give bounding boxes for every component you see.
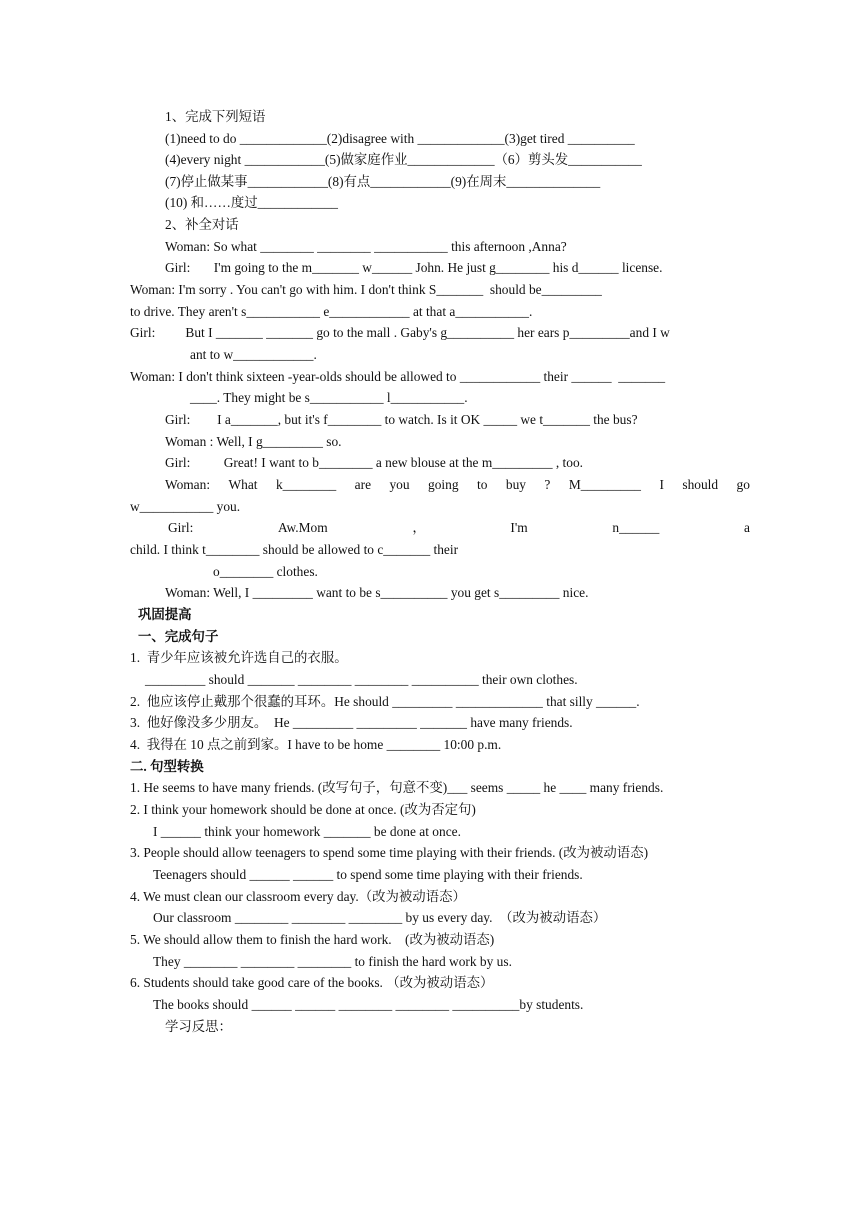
dialogue-line: o________ clothes.	[213, 564, 318, 579]
transform-item: 3. People should allow teenagers to spend some time playing with their friends. (改为被动语态)	[130, 845, 649, 860]
transform-item: 5. We should allow them to finish the hard work. (改为被动语态)	[130, 932, 495, 947]
transform-answer: They ________ ________ ________ to finish the hard work by us.	[153, 954, 512, 969]
subsection-title: 二. 句型转换	[130, 759, 204, 774]
phrase-row: (1)need to do _____________(2)disagree with _____________(3)get tired __________	[165, 131, 635, 146]
word: should	[682, 477, 719, 492]
transform-answer: Our classroom ________ ________ ________ by us every day. （改为被动语态）	[153, 910, 607, 925]
word: go	[736, 477, 750, 492]
word: Aw.Mom	[278, 520, 328, 535]
exercise-item: 2. 他应该停止戴那个很蠢的耳环。He should _________ _____________ that silly ______.	[130, 694, 640, 709]
dialogue-line: ant to w____________.	[190, 347, 317, 362]
dialogue-line: to drive. They aren't s___________ e____________ at that a___________.	[130, 304, 533, 319]
dialogue-line: Woman: I don't think sixteen -year-olds should be allowed to ____________ their ______ _______	[130, 369, 666, 384]
dialogue-line: Girl: I a_______, but it's f________ to watch. Is it OK _____ we t_______ the bus?	[165, 412, 638, 427]
word: to	[477, 477, 488, 492]
phrase-row: (10) 和……度过____________	[165, 195, 338, 210]
word: are	[354, 477, 372, 492]
word: ，	[412, 520, 426, 535]
word: k________	[275, 477, 337, 492]
word: a	[743, 520, 750, 535]
dialogue-line: w___________ you.	[130, 499, 241, 514]
word: I'm	[510, 520, 528, 535]
reflection-label: 学习反思：	[165, 1019, 232, 1034]
subsection-title: 一、完成句子	[138, 629, 219, 644]
word: M_________	[568, 477, 641, 492]
part2-heading: 2、补全对话	[165, 217, 239, 232]
word: ?	[544, 477, 551, 492]
section-title: 巩固提高	[138, 607, 192, 622]
dialogue-line: Girl: I'm going to the m_______ w______ John. He just g________ his d______ license.	[165, 260, 663, 275]
dialogue-justified-line	[168, 519, 750, 537]
transform-answer: The books should ______ ______ ________ ________ __________by students.	[153, 997, 584, 1012]
transform-item: 2. I think your homework should be done at once. (改为否定句)	[130, 802, 476, 817]
word: Woman:	[165, 477, 211, 492]
word: Girl:	[168, 520, 194, 535]
exercise-item: 3. 他好像没多少朋友。 He _________ _________ _______ have many friends.	[130, 715, 573, 730]
dialogue-line: Woman : Well, I g_________ so.	[165, 434, 342, 449]
word: you	[389, 477, 410, 492]
transform-answer: I ______ think your homework _______ be done at once.	[153, 824, 461, 839]
dialogue-line: child. I think t________ should be allowed to c_______ their	[130, 542, 459, 557]
phrase-row: (4)every night ____________(5)做家庭作业_____________（6）剪头发___________	[165, 152, 642, 167]
word: I	[659, 477, 664, 492]
exercise-item: 4. 我得在 10 点之前到家。I have to be home ________ 10:00 p.m.	[130, 737, 502, 752]
phrase-row: (7)停止做某事____________(8)有点____________(9)在周末______________	[165, 174, 601, 189]
dialogue-line: Woman: Well, I _________ want to be s__________ you get s_________ nice.	[165, 585, 589, 600]
transform-item: 4. We must clean our classroom every day.（改为被动语态）	[130, 889, 466, 904]
dialogue-line: Girl: But I _______ _______ go to the mall . Gaby's g__________ her ears p_________and I w	[130, 325, 670, 340]
exercise-item: 1. 青少年应该被允许选自己的衣服。	[130, 650, 348, 665]
dialogue-line: Woman: So what ________ ________ ___________ this afternoon ,Anna?	[165, 239, 567, 254]
word: going	[428, 477, 459, 492]
word: buy	[505, 477, 526, 492]
dialogue-line: Girl: Great! I want to b________ a new blouse at the m_________ , too.	[165, 455, 584, 470]
word: n______	[612, 520, 660, 535]
exercise-item: _________ should _______ ________ ________ __________ their own clothes.	[145, 672, 578, 687]
word: What	[228, 477, 258, 492]
transform-item: 1. He seems to have many friends. (改写句子，句意不变)___ seems _____ he ____ many friends.	[130, 780, 664, 795]
dialogue-line: ____. They might be s___________ l___________.	[190, 390, 468, 405]
dialogue-line: Woman: I'm sorry . You can't go with him. I don't think S_______ should be_________	[130, 282, 602, 297]
dialogue-justified-line	[165, 476, 750, 494]
transform-answer: Teenagers should ______ ______ to spend some time playing with their friends.	[153, 867, 583, 882]
part1-heading: 1、完成下列短语	[165, 109, 266, 124]
transform-item: 6. Students should take good care of the books. （改为被动语态）	[130, 975, 494, 990]
